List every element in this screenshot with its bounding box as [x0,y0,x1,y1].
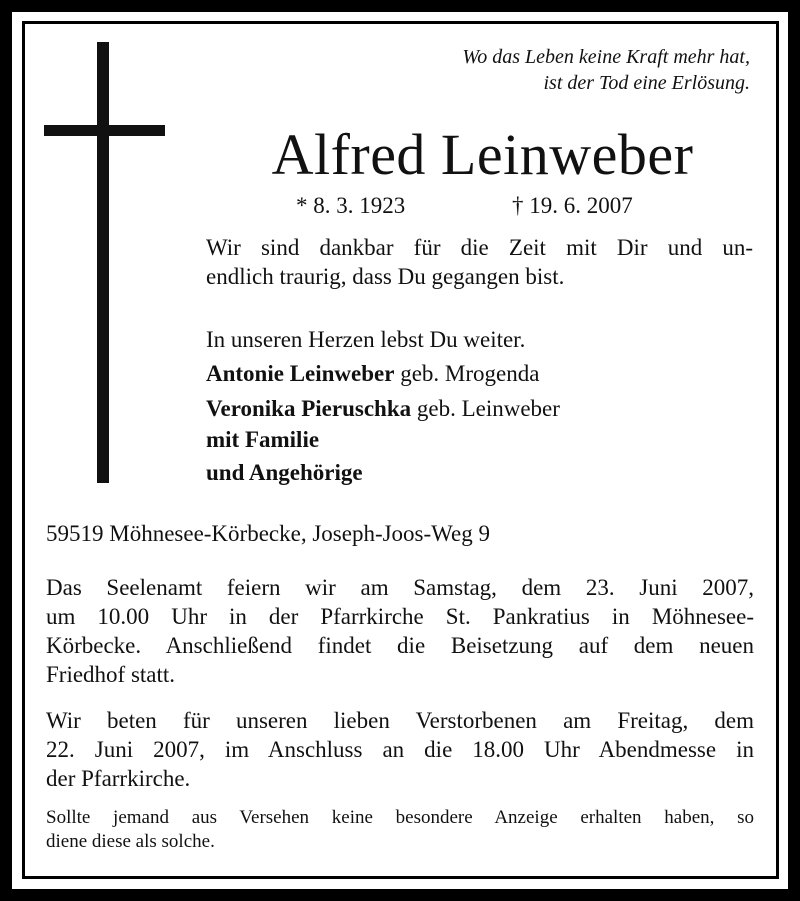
birth-date: * 8. 3. 1923 [296,193,406,218]
family-line-2: und Angehörige [206,460,363,485]
service-line-4: Friedhof statt. [46,662,176,687]
relative-1-suffix: geb. Mrogenda [394,361,540,386]
death-date: † 19. 6. 2007 [512,193,633,218]
family-line-1: mit Familie [206,427,320,452]
service-line-1: Das Seelenamt feiern wir am Samstag, dem 23. Juni 2007, [46,575,754,600]
service-line-3: Körbecke. Anschließend findet die Beisetzung auf dem neuen [46,633,754,658]
motto-line-2: ist der Tod eine Erlösung. [543,72,750,94]
closing-note [46,806,754,854]
prayer-line-3: der Pfarrkirche. [46,766,191,791]
relative-2-suffix: geb. Leinweber [411,396,560,421]
note-line-2: diene diese als solche. [46,831,215,852]
prayer-line-1: Wir beten für unseren lieben Verstorbenen am Freitag, dem [46,708,754,733]
relative-2-name: Veronika Pieruschka [206,396,412,421]
relative-1-name: Antonie Leinweber [206,361,395,386]
cross-horizontal-bar [44,125,165,136]
motto-line-1: Wo das Leben keine Kraft mehr hat, [462,46,750,68]
cross-vertical-bar [97,42,109,483]
heart-line: In unseren Herzen lebst Du weiter. [206,327,526,352]
address: 59519 Möhnesee-Körbecke, Joseph-Joos-Weg 9 [46,521,490,546]
verse [206,233,753,291]
relative-1 [206,359,539,388]
relative-2 [206,394,560,423]
prayer-paragraph [46,706,754,793]
note-line-1: Sollte jemand aus Versehen keine besondere Anzeige erhalten haben, so [46,807,754,828]
verse-line-1: Wir sind dankbar für die Zeit mit Dir und un- [206,235,753,260]
service-line-2: um 10.00 Uhr in der Pfarrkirche St. Pankratius in Möhnesee- [46,604,754,629]
motto [360,44,750,96]
prayer-line-2: 22. Juni 2007, im Anschluss an die 18.00 Uhr Abendmesse in [46,737,754,762]
service-paragraph [46,573,754,689]
verse-line-2: endlich traurig, dass Du gegangen bist. [206,264,565,289]
deceased-name: Alfred Leinweber [271,122,694,187]
